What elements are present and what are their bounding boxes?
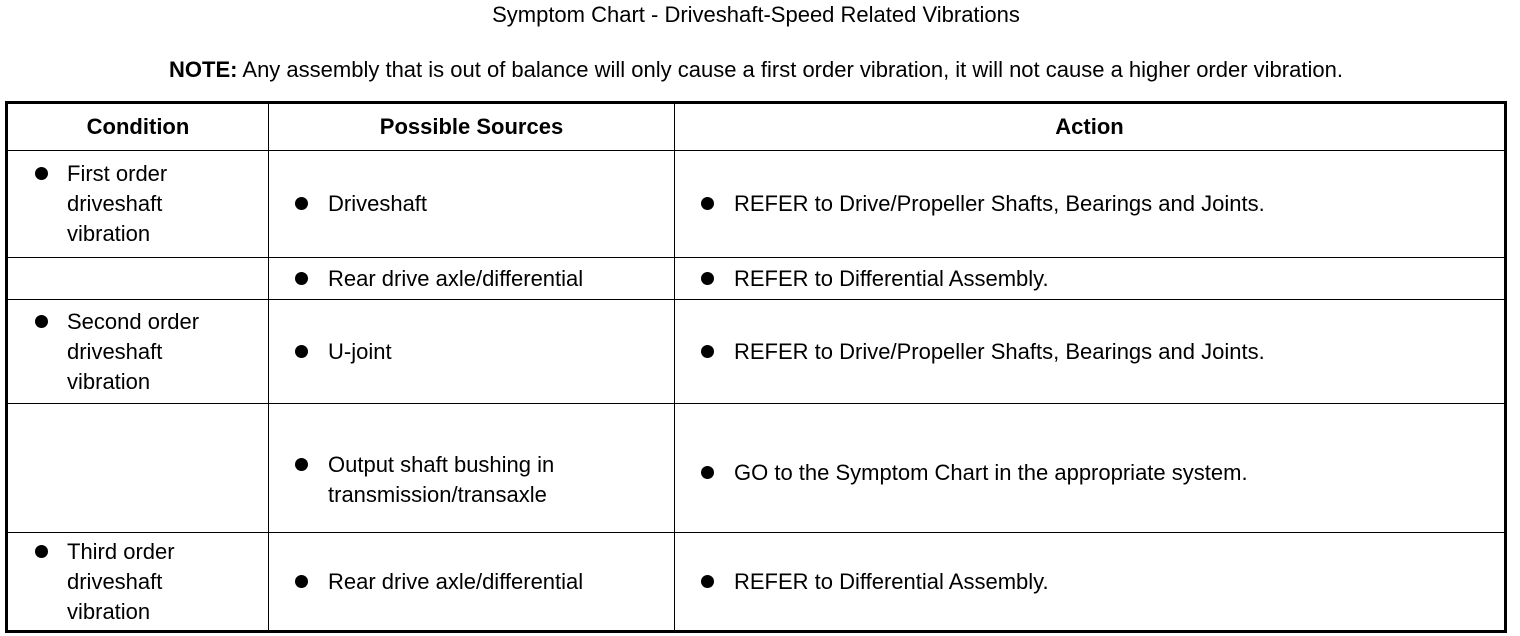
action-bullet <box>675 337 1504 367</box>
action-text: GO to the Symptom Chart in the appropriate system. <box>734 460 1248 485</box>
condition-cell <box>7 300 269 404</box>
bullet-icon <box>35 545 48 558</box>
action-cell <box>675 258 1506 300</box>
bullet-icon <box>295 272 308 285</box>
action-cell <box>675 533 1506 632</box>
source-bullet <box>269 337 674 367</box>
action-bullet <box>675 458 1504 488</box>
action-text: REFER to Drive/Propeller Shafts, Bearings and Joints. <box>734 191 1265 216</box>
note <box>0 57 1512 83</box>
action-cell <box>675 151 1506 258</box>
bullet-icon <box>295 197 308 210</box>
condition-text: Third order driveshaft vibration <box>67 538 175 624</box>
source-text: Rear drive axle/differential <box>328 568 584 594</box>
condition-cell <box>7 533 269 632</box>
action-text: REFER to Differential Assembly. <box>734 265 1049 291</box>
action-cell <box>675 404 1506 533</box>
condition-cell <box>7 404 269 533</box>
source-bullet <box>269 189 674 219</box>
source-bullet <box>269 567 674 597</box>
source-bullet <box>269 264 674 294</box>
note-text: Any assembly that is out of balance will only cause a first order vibration, it will not cause a higher order vibration. <box>237 57 1343 82</box>
action-bullet <box>675 189 1504 219</box>
table-row <box>7 300 1506 404</box>
source-bullet <box>269 450 674 510</box>
table-row <box>7 151 1506 258</box>
action-bullet <box>675 264 1504 294</box>
table-row <box>7 533 1506 632</box>
condition-text: Second order driveshaft vibration <box>67 308 200 394</box>
condition-cell <box>7 151 269 258</box>
source-text: U-joint <box>328 338 392 364</box>
header-condition: Condition <box>7 103 269 151</box>
bullet-icon <box>701 197 714 210</box>
note-label: NOTE: <box>169 57 238 82</box>
bullet-icon <box>295 575 308 588</box>
bullet-icon <box>701 575 714 588</box>
action-cell <box>675 300 1506 404</box>
bullet-icon <box>295 458 308 471</box>
bullet-icon <box>701 466 714 479</box>
action-text: REFER to Differential Assembly. <box>734 568 1049 594</box>
source-cell <box>269 533 675 632</box>
bullet-icon <box>35 315 48 328</box>
action-text: REFER to Drive/Propeller Shafts, Bearings and Joints. <box>734 338 1265 364</box>
source-cell <box>269 258 675 300</box>
condition-bullet <box>8 537 268 627</box>
source-text: Driveshaft <box>328 191 428 216</box>
bullet-icon <box>701 272 714 285</box>
symptom-chart-table <box>5 101 1507 633</box>
source-cell <box>269 404 675 533</box>
bullet-icon <box>35 167 48 180</box>
table-row <box>7 404 1506 533</box>
source-text: Output shaft bushing in transmission/transaxle <box>328 452 555 507</box>
header-possible-sources: Possible Sources <box>269 103 675 151</box>
source-cell <box>269 300 675 404</box>
bullet-icon <box>295 345 308 358</box>
table-row <box>7 258 1506 300</box>
bullet-icon <box>701 345 714 358</box>
source-cell <box>269 151 675 258</box>
source-text: Rear drive axle/differential <box>328 265 584 291</box>
page-title: Symptom Chart - Driveshaft-Speed Related Vibrations <box>492 2 1020 27</box>
condition-bullet <box>8 307 268 397</box>
condition-bullet <box>8 159 215 249</box>
condition-cell <box>7 258 269 300</box>
table-header-row <box>7 103 1506 151</box>
condition-text: First order driveshaft vibration <box>67 161 168 246</box>
header-action: Action <box>675 103 1506 151</box>
action-bullet <box>675 567 1504 597</box>
